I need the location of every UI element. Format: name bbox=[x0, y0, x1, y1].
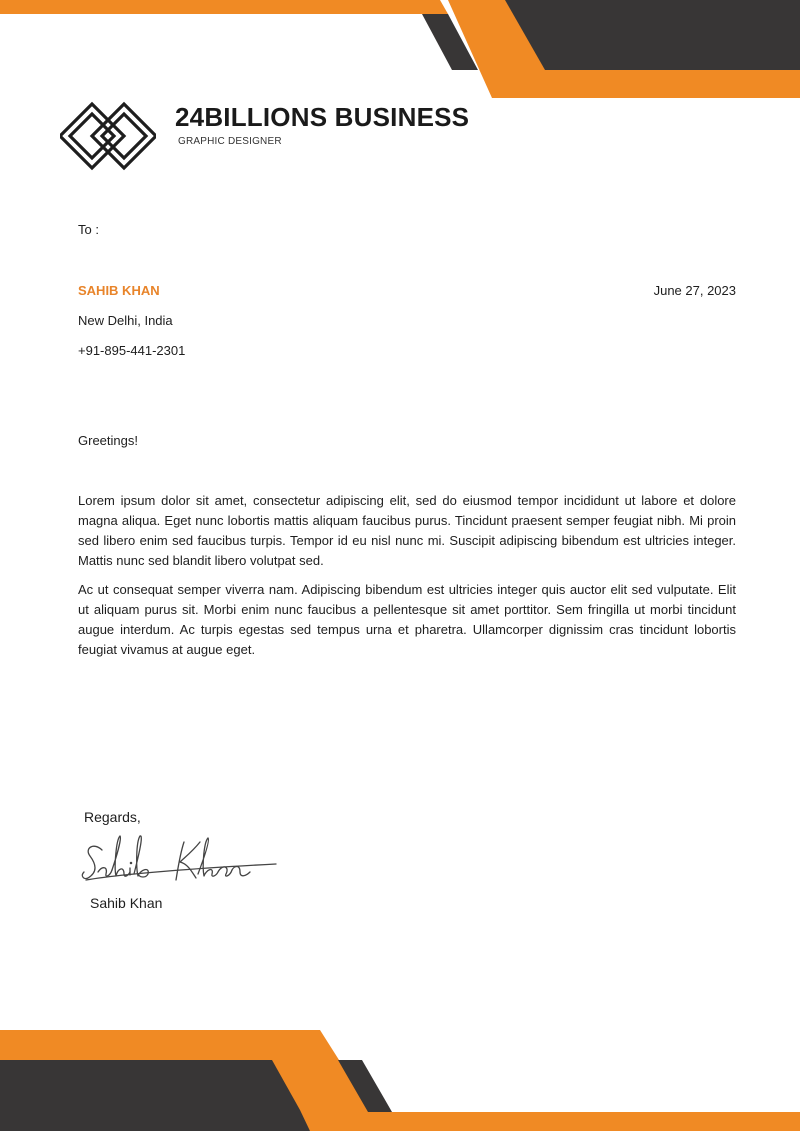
letter-date: June 27, 2023 bbox=[653, 283, 736, 298]
header-decoration bbox=[0, 0, 800, 110]
closing-regards: Regards, bbox=[84, 809, 141, 825]
to-label: To : bbox=[78, 222, 99, 237]
handwritten-signature bbox=[80, 828, 280, 888]
body-paragraph-2: Ac ut consequat semper viverra nam. Adipiscing bibendum est ultricies integer quis auctor elit sed vulputate. Elit ut aliquam purus sit. Morbi enim nunc faucibus a pellentesque sit amet porttitor. Sem fringilla ut morbi tincidunt augue interdum. Ac turpis egestas sed tempus urna et pharetra. Ullamcorper dignissim cras tincidunt lobortis feugiat vivamus at augue eget. bbox=[78, 582, 736, 657]
recipient-name: SAHIB KHAN bbox=[78, 283, 160, 298]
interlocking-squares-logo-icon bbox=[60, 100, 156, 172]
recipient-phone: +91-895-441-2301 bbox=[78, 343, 186, 358]
body-paragraph-1: Lorem ipsum dolor sit amet, consectetur adipiscing elit, sed do eiusmod tempor incididunt ut labore et dolore magna aliqua. Eget nunc lobortis mattis aliquam faucibus purus. Tincidunt praesent semper feugiat nibh. Mi proin sed libero enim sed faucibus turpis. Tempor id eu nisl nunc mi. Suscipit adipiscing bibendum est ultricies integer. Mattis nunc sed blandit libero volutpat sed. bbox=[78, 493, 736, 568]
company-subtitle: GRAPHIC DESIGNER bbox=[178, 136, 282, 147]
footer-decoration bbox=[0, 1020, 800, 1131]
company-name: 24BILLIONS BUSINESS bbox=[175, 102, 470, 132]
recipient-location: New Delhi, India bbox=[78, 313, 173, 328]
signer-name: Sahib Khan bbox=[90, 895, 163, 911]
greeting: Greetings! bbox=[78, 433, 138, 448]
